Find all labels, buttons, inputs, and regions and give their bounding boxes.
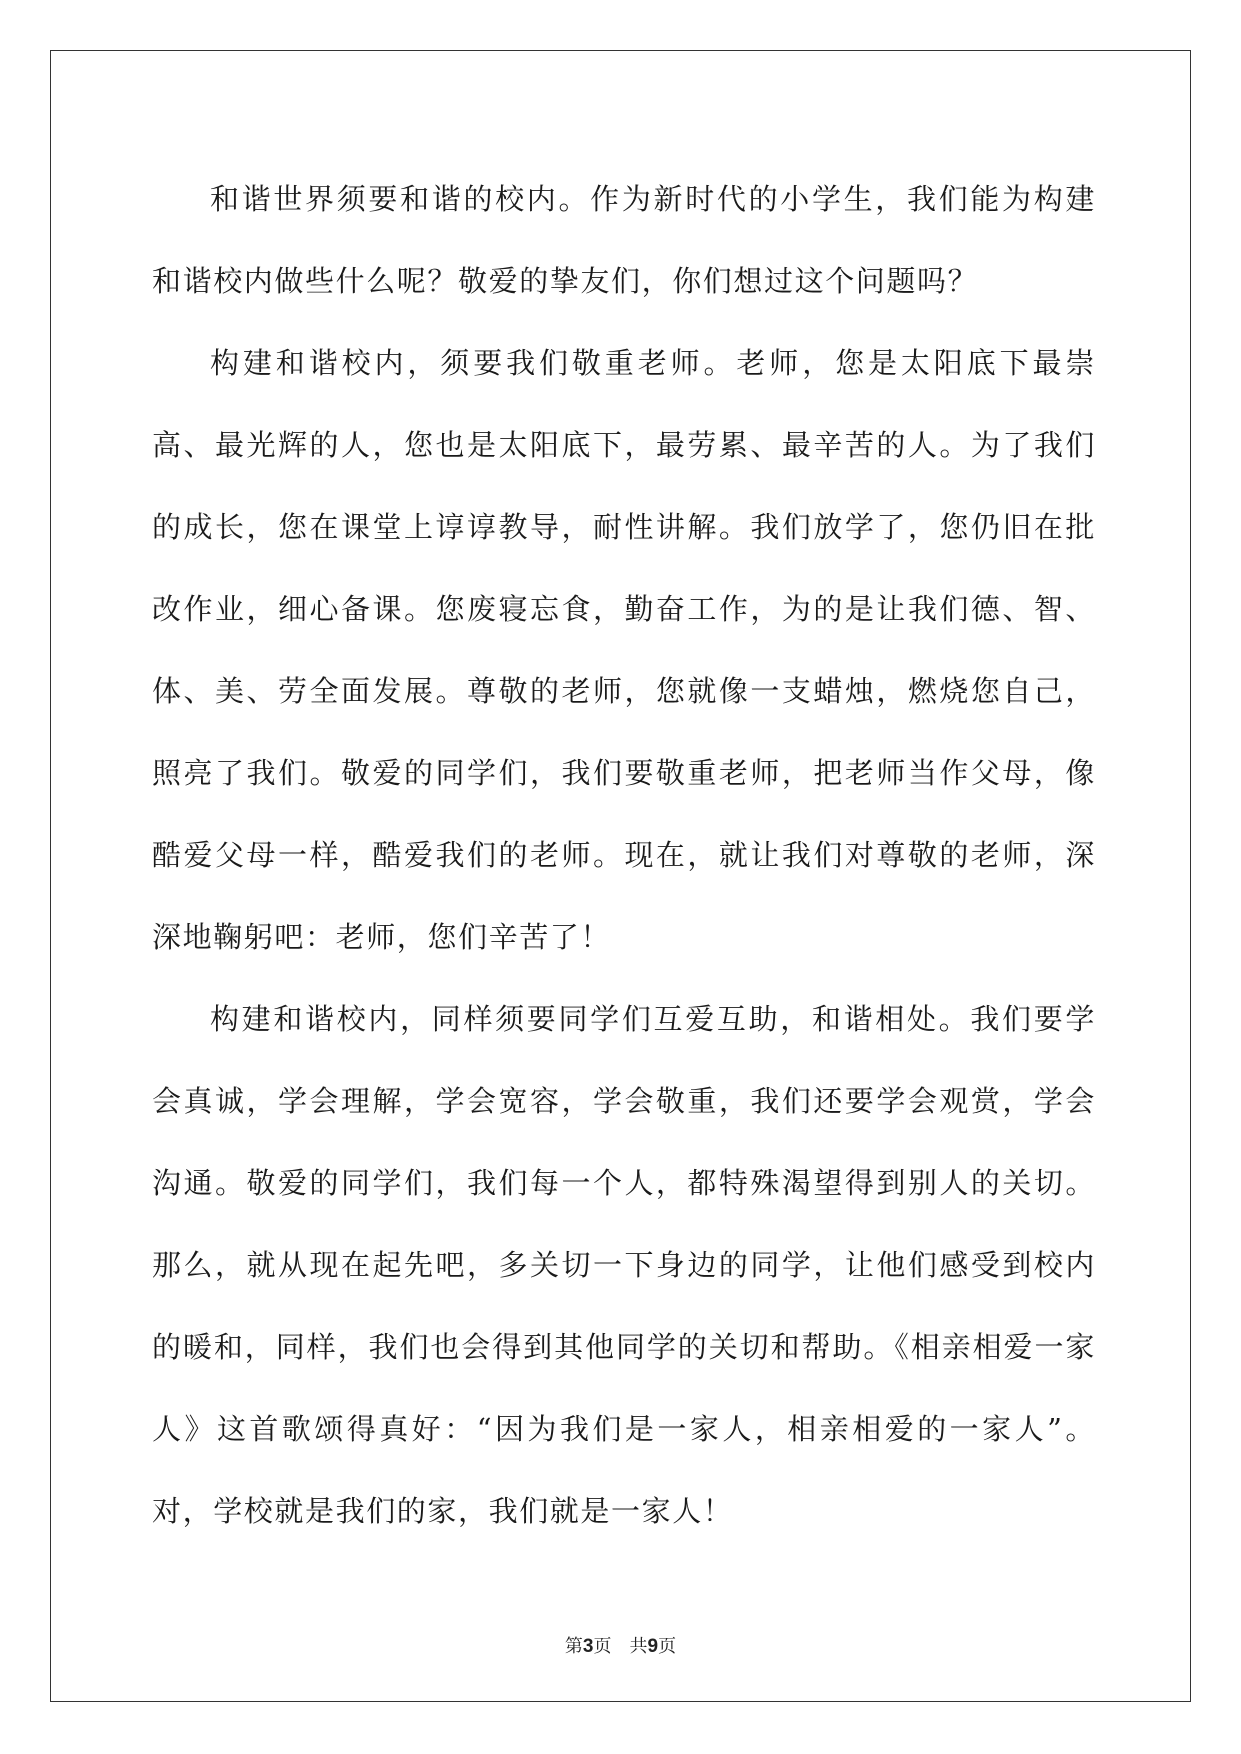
page-footer: [0, 1632, 1241, 1658]
paragraph-1: 和谐世界须要和谐的校内。作为新时代的小学生，我们能为构建和谐校内做些什么呢？敬爱的挚友们，你们想过这个问题吗？: [152, 182, 1096, 298]
document-body: [152, 158, 1096, 1552]
paragraph-3: 构建和谐校内，同样须要同学们互爱互助，和谐相处。我们要学会真诚，学会理解，学会宽容，学会敬重，我们还要学会观赏，学会沟通。敬爱的同学们，我们每一个人，都特殊渴望得到别人的关切。那么，就从现在起先吧，多关切一下身边的同学，让他们感受到校内的暖和，同样，我们也会得到其他同学的关切和帮助。《相亲相爱一家人》这首歌颂得真好：“因为我们是一家人，相亲相爱的一家人”。对，学校就是我们的家，我们就是一家人！: [152, 1002, 1096, 1528]
total-pages: 9: [647, 1636, 659, 1657]
paragraph-2: 构建和谐校内，须要我们敬重老师。老师，您是太阳底下最崇高、最光辉的人，您也是太阳底下，最劳累、最辛苦的人。为了我们的成长，您在课堂上谆谆教导，耐性讲解。我们放学了，您仍旧在批改作业，细心备课。您废寝忘食，勤奋工作，为的是让我们德、智、体、美、劳全面发展。尊敬的老师，您就像一支蜡烛，燃烧您自己，照亮了我们。敬爱的同学们，我们要敬重老师，把老师当作父母，像酷爱父母一样，酷爱我们的老师。现在，就让我们对尊敬的老师，深深地鞠躬吧：老师，您们辛苦了！: [152, 346, 1096, 954]
page-suffix: 页: [593, 1636, 612, 1657]
total-prefix: 共: [629, 1636, 648, 1657]
page-prefix: 第: [564, 1636, 583, 1657]
total-suffix: 页: [658, 1636, 677, 1657]
page-number: 3: [582, 1636, 594, 1657]
